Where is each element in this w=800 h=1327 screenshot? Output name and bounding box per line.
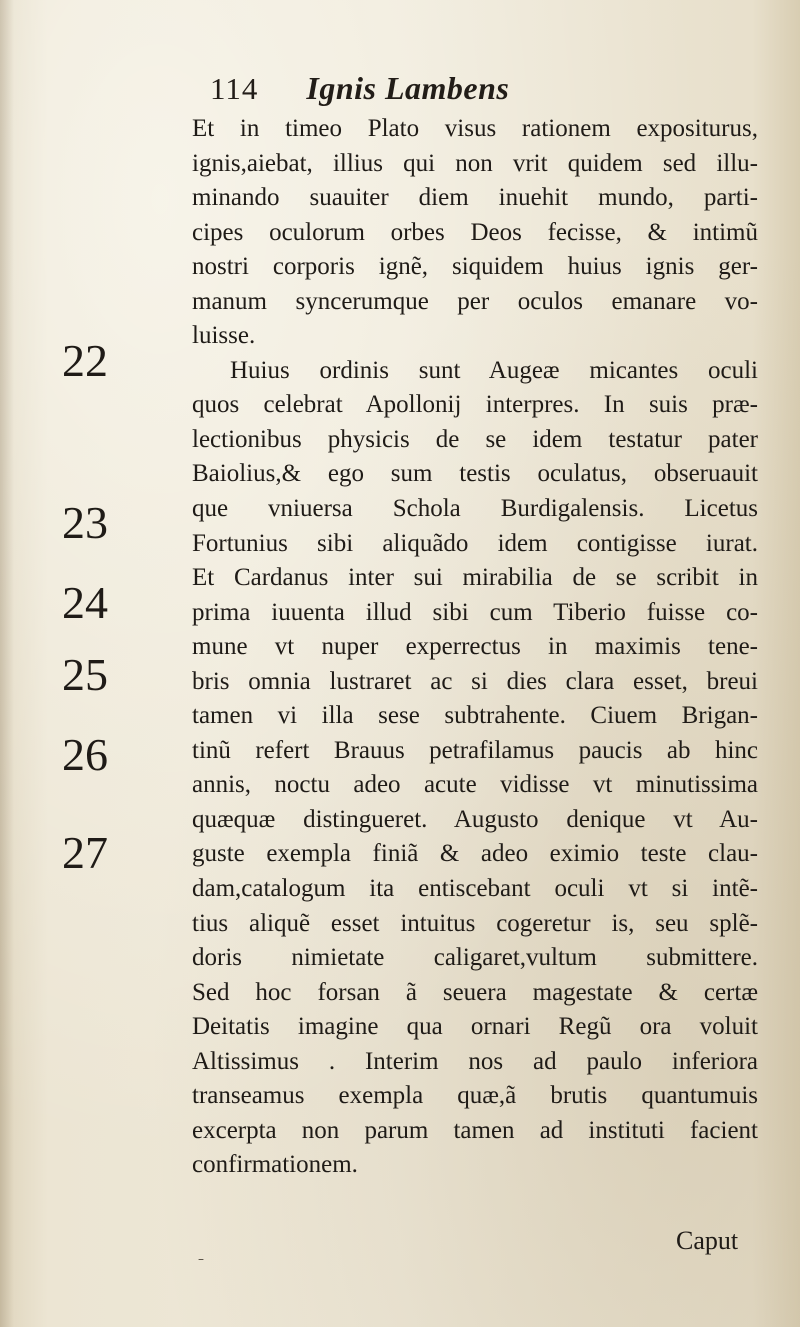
text-line: excerpta non parum tamen ad instituti facient: [192, 1116, 758, 1144]
text-line: doris nimietate caligaret,vultum submittere.: [192, 944, 758, 972]
text-line: quæquæ distingueret. Augusto denique vt Au-: [192, 805, 758, 833]
text-line: Fortunius sibi aliquãdo idem contigisse iurat.: [192, 529, 758, 557]
text-line: mune vt nuper experrectus in maximis tene-: [192, 633, 758, 661]
text-line: nostri corporis ignẽ, siquidem huius ignis ger-: [192, 253, 758, 281]
text-line: Altissimus . Interim nos ad paulo inferiora: [192, 1047, 758, 1075]
text-line: tinũ refert Brauus petrafilamus paucis ab hinc: [192, 736, 758, 764]
text-line: annis, noctu adeo acute vidisse vt minutissima: [192, 771, 758, 799]
text-line: lectionibus physicis de se idem testatur pater: [192, 425, 758, 453]
text-line: tius aliquẽ esset intuitus cogeretur is, seu splẽ-: [192, 909, 758, 937]
margin-note: 27: [62, 827, 108, 878]
margin-note: 22: [62, 335, 108, 386]
text-line: Sed hoc forsan ã seuera magestate & certæ: [192, 978, 758, 1006]
text-line: guste exempla finiã & adeo eximio teste clau-: [192, 840, 758, 868]
text-line: Deitatis imagine qua ornari Regũ ora voluit: [192, 1013, 758, 1041]
text-line: transeamus exempla quæ,ã brutis quantumuis: [192, 1082, 758, 1110]
text-line: prima iuuenta illud sibi cum Tiberio fuisse co-: [192, 598, 758, 626]
catchword: Caput: [676, 1226, 739, 1255]
text-line: cipes oculorum orbes Deos fecisse, & intimũ: [192, 218, 758, 246]
text-line: Huius ordinis sunt Augeæ micantes oculi: [230, 356, 758, 384]
margin-note: 25: [62, 649, 108, 700]
running-head: [210, 70, 509, 110]
page-number: 114: [210, 71, 259, 106]
text-line: Baiolius,& ego sum testis oculatus, obseruauit: [192, 460, 758, 488]
text-line: quos celebrat Apollonij interpres. In suis præ-: [192, 391, 758, 419]
text-line: confirmationem.: [192, 1151, 358, 1179]
running-title: Ignis Lambens: [306, 70, 510, 106]
body-text: [192, 112, 758, 1183]
margin-note: 26: [62, 729, 108, 780]
text-line: Et in timeo Plato visus rationem expositurus,: [192, 115, 758, 142]
margin-notes: [40, 0, 130, 1327]
text-line: dam,catalogum ita entiscebant oculi vt si intẽ-: [192, 875, 758, 903]
text-line: que vniuersa Schola Burdigalensis. Licetus: [192, 495, 758, 523]
text-line: luisse.: [192, 322, 256, 350]
ink-smudge-icon: –: [198, 1252, 204, 1266]
text-line: manum syncerumque per oculos emanare vo-: [192, 287, 758, 315]
margin-note: 24: [62, 577, 108, 628]
margin-note: 23: [62, 497, 108, 548]
text-line: tamen vi illa sese subtrahente. Ciuem Brigan-: [192, 702, 758, 730]
text-line: ignis,aiebat, illius qui non vrit quidem sed illu-: [192, 149, 758, 177]
text-line: Et Cardanus inter sui mirabilia de se scribit in: [192, 564, 758, 592]
text-line: minando suauiter diem inuehit mundo, parti-: [192, 184, 758, 212]
text-line: bris omnia lustraret ac si dies clara esset, breui: [192, 667, 758, 695]
